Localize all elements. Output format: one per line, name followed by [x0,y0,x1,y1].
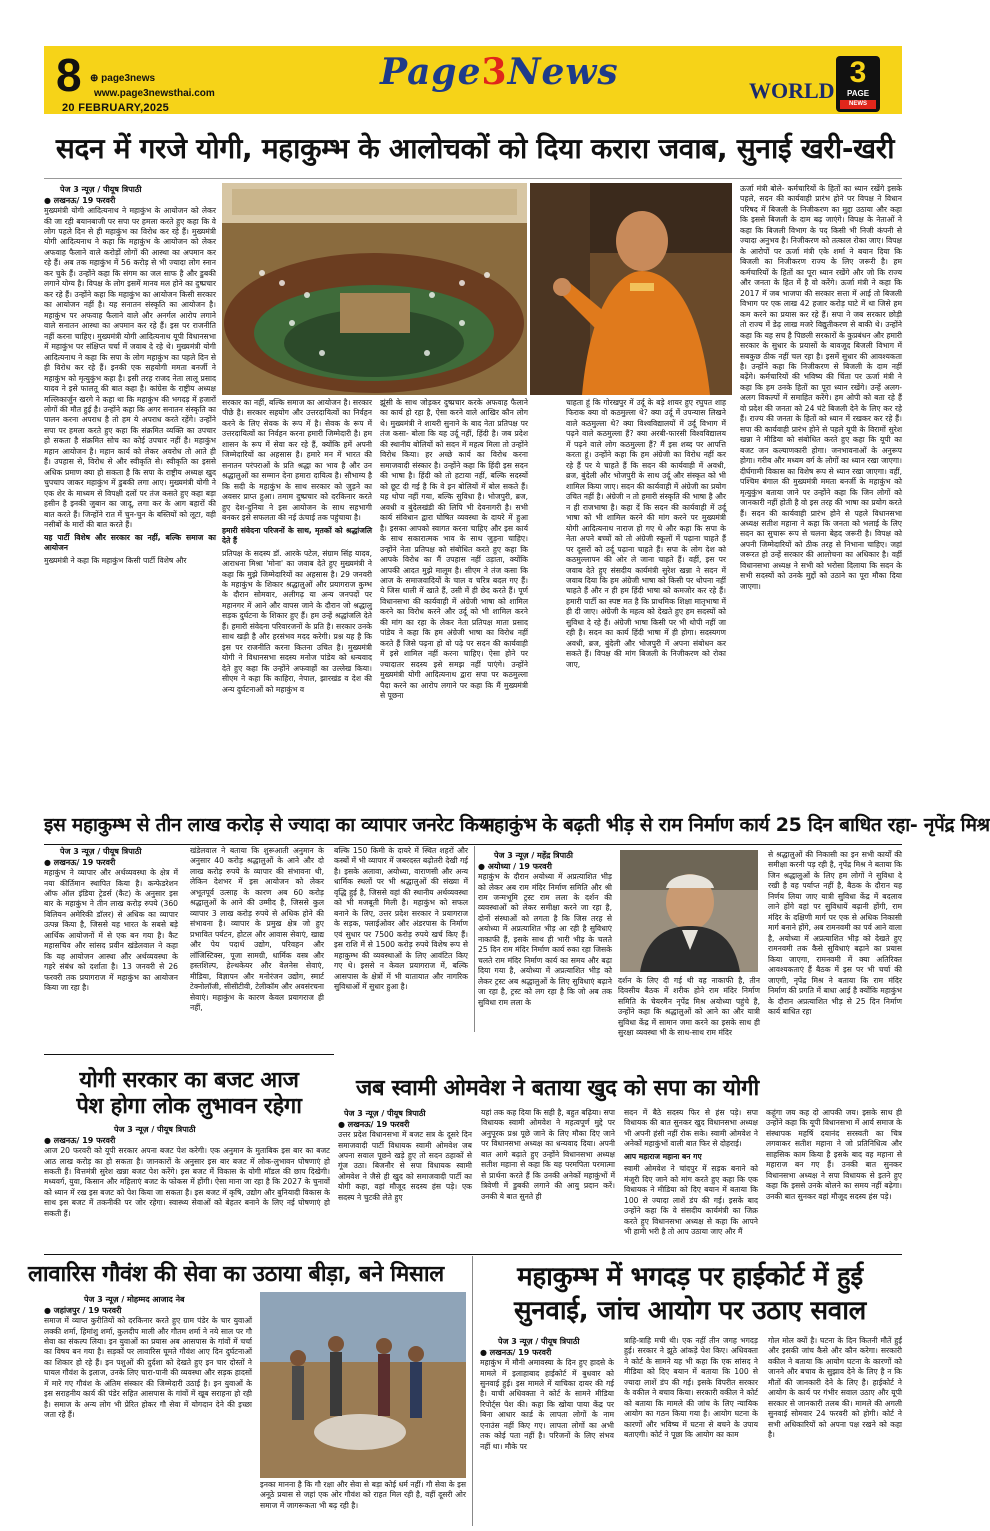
story6-dateline: ● जहांजपुर / 19 फरवरी [44,1306,122,1316]
story7-body-1: महाकुंभ में मौनी अमावस्या के दिन हुए हादसे के मामले में इलाहाबाद हाईकोर्ट में बुधवार को सुनवाई हुई। इस मामले में याचिका दायर की गई है। याची अधिवक्ता ने कोर्ट के सामने मीडिया रिपोर्ट्स पेश की। कहा कि खोया पाया केंद्र पर बिना आधार कार्ड के लापता लोगों के नाम एनाउंस नहीं किए गए। लापता लोगों का अभी तक कोई पता नहीं है। परिजनों के लिए संभव नहीं था। मौके पर [480,1358,614,1451]
story4-headline-2: पेश होगा लोक लुभावन रहेगा [76,1094,302,1119]
story2-headline: इस महाकुम्भ से तीन लाख करोड़ से ज्यादा का व्यापार जनरेट किया [44,814,495,836]
lead-subhead-2: हमारी संवेदना परिजनों के साथ, मृतकों को श्रद्धांजलि देते हैं [222,525,372,546]
story4-headline-1: योगी सरकार का बजट आज [79,1068,299,1093]
lead-body-1b: मुख्यमंत्री ने कहा कि महाकुंभ किसी पार्टी विशेष और [44,555,187,565]
story3-dateline: ● अयोध्या / 19 फरवरी [478,862,552,872]
story7-column-1 [480,1336,614,1524]
story7-column-2 [624,1336,758,1524]
site-url[interactable]: www.page3newsthai.com [94,88,215,99]
story3-body-2: से श्रद्धालुओं की निकासी का इन सभी कार्यों की समीक्षा करनी पड़ रही है, नृपेंद्र मिश्र ने बताया कि जिन श्रद्धालुओं के लिए हम लोगों ने सुविधा दे रखी है वह पर्याप्त नहीं है, बैठक के दौरान यह निर्णय लिया जाए यात्री सुविधा केंद्र में बदलाव लाने होंगे वहां पर सुविधायें बढ़ानी होंगी, राम मंदिर के दक्षिणी मार्ग पर एक से अधिक निकासी मार्ग बनाने होंगे, अब रामनवमी का पर्व आने वाला है, अयोध्या में अप्रत्याशित भीड़ को देखते हुए रामनवमी तक कैसे सुविधाएं बढ़ाने का प्रयास किया जाएगा, रामनवमी में क्या अतिरिक्त आवश्यकताएं हैं बैठक में इस पर भी चर्चा की जाएगी, नृपेंद्र मिश्र ने बताया कि राम मंदिर निर्माण की प्रगति में बाधा आई है क्योंकि महाकुंभ के दौरान अप्रत्याशित भीड़ से 25 दिन निर्माण कार्य बाधित रहा [768,850,902,1017]
story5-body-3: सदन में बैठे सदस्य फिर से हंस पड़े। सपा विधायक की बात सुनकर खुद विधानसभा अध्यक्ष भी अपनी हंसी नहीं रोक सके। स्वामी ओमवेश ने अनेकों महाकुंभों वाली बात फिर से दोहराई। [624,1108,758,1149]
brand-logo: 3 PAGE NEWS [836,56,880,112]
issue-date: 20 FEBRUARY,2025 [62,102,170,114]
story3-caption-text: दर्शन के लिए दी गई थी वह नाकाफी है, तीन दिवसीय बैठक में शरीक होने राम मंदिर निर्माण समिति के चेयरमैन नृपेंद्र मिश्र अयोध्या पहुंचे है, उन्होंने कहा कि श्रद्धालुओं को आने का और यात्री सुविधा केंद्र में सामान जमा करने का इसके साथ ही सुरक्षा व्यवस्था भी के साथ-साथ राम मंदिर [618,976,760,1038]
lead-body-1: मुख्यमंत्री योगी आदित्यनाथ ने महाकुंभ के आयोजन को लेकर की जा रही बयानबाजी पर सपा पर हमला करते हुए कहा कि वे लोग पहले दिन से ही महाकुंभ का विरोध कर रहे हैं। मुख्यमंत्री योगी आदित्यनाथ ने कहा कि महाकुंभ के आयोजन को लेकर अफवाह फैलाने वाले करोड़ों लोगों की आस्था का अपमान कर रहे हैं। अब तक महाकुंभ में 56 करोड़ से भी ज्यादा लोग स्नान कर चुके हैं। उन्होंने कहा कि संगम का जल साफ है और डुबकी लगाने योग्य है। विपक्ष के लोग इसमें मानव मल होने का दुष्प्रचार कर रहे हैं। उन्होंने कहा कि महाकुंभ का आयोजन किसी सरकार का आयोजन नहीं है। यह सनातन संस्कृति का आयोजन है। महाकुंभ पर अफवाह फैलाने वाले और अनर्गल आरोप लगाने वाले सनातन आस्था का अपमान कर रहे हैं। इस पर राजनीति नहीं करना चाहिए। मुख्यमंत्री योगी आदित्यनाथ यूपी विधानसभा में महाकुंभ पर संक्षिप्त चर्चा में जवाब दे रहे थे। मुख्यमंत्री योगी आदित्यनाथ ने कहा कि सपा के लोग महाकुंभ का पहले दिन से ही विरोध कर रहे हैं। इनकी एक सहयोगी ममता बनर्जी ने महाकुंभ को मृत्युकुंभ कहा है। इसी तरह राजद नेता लालू प्रसाद यादव ने इसे फालतू की बात कहा है। कांग्रेस के राष्ट्रीय अध्यक्ष मल्लिकार्जुन खरगे ने कहा था कि महाकुंभ की भगदड़ में हजारों लोगों की मौत हुई है। उन्होंने कहा कि अगर सनातन संस्कृति का पालन करना अपराध है तो हम ये अपराध करते रहेंगे। उन्होंने सपा पर हमला करते हुए कहा कि संक्रमित व्यक्ति का उपचार हो सकता है संक्रमित सोच का कोई उपचार नहीं है। महाकुंभ महान आयोजन है। महान कार्य को लेकर अवरोध तो आते ही हैं। उपहास से, विरोध से और स्वीकृति से। स्वीकृति का इससे अधिक प्रमाण क्या हो सकता है कि सपा के राष्ट्रीय अध्यक्ष खुद चुपचाप जाकर महाकुंभ में डुबकी लगा आए। मुख्यमंत्री योगी ने एक शेर के माध्यम से विपक्षी दलों पर तंज कसते हुए कहा बड़ा हसीन है इनकी जुबान का जादू, लगा कर के आग बहारों की बात करते हैं। जिन्होंने रात में चुन-चुन के बस्तियों को लूटा, वही नसीबों के मारों की बात करते हैं। [44,206,216,530]
story5-body-3b: स्वामी ओमवेश ने चांदपुर में सड़क बनाने को मंजूरी दिए जाने को मांग करते हुए कहा कि एक विधायक ने मीडिया को दिए बयान में बताया कि 100 से ज्यादा लाशें डंप की गई। इसके बाद उन्होंने कहा कि वे संसदीय कार्यमंत्री का जिक्र करते हुए विधानसभा अध्यक्ष से कहा कि आपने भी हामी भरी है तो आप उठाया जाए और मैं [624,1164,758,1237]
lead-column-2 [222,398,372,840]
story5-dateline: ● लखनऊ/ 19 फरवरी [338,1120,410,1130]
story5-body-4: कहूंगा जय कह दो आपकी जय। इसके साथ ही उन्होंने कहा कि यूपी विधानसभा में आर्य समाज के संस्थापक महर्षि दयानंद सरस्वती का चित्र लगवाकर सतीश महाना ने जो प्रतिनिधित्व और साहसिक काम किया है इसके बाद वह महाना से महाराज बन गए हैं। उनकी बात सुनकर विधानसभा अध्यक्ष ने सपा विधायक से इतने हुए कहा कि इससे उनके बोलने का समय नहीं बढ़ेगा। उनकी बात सुनकर वहां मौजूद सदस्य हंस पड़े। [766,1108,902,1201]
story2-body-1: महाकुंभ ने व्यापार और अर्थव्यवस्था के क्षेत्र में नया कीर्तिमान स्थापित किया है। कन्फेडरेशन ऑफ ऑल इंडिया ट्रेडर्स (कैट) के अनुसार इस बार के महाकुंभ ने तीन लाख करोड़ रुपये (360 बिलियन अमेरिकी डॉलर) से अधिक का व्यापार उत्पन्न किया है, जिससे यह भारत के सबसे बड़े आर्थिक आयोजनों में से एक बन गया है। कैट महासचिव और सांसद प्रवीन खंडेलवाल ने कहा कि यह आयोजन आस्था और अर्थव्यवस्था के गहरे संबंध को दर्शाता है। 13 जनवरी से 26 फरवरी तक प्रयागराज में महाकुंभ का आयोजन किया जा रहा है। [44,868,178,993]
story4-dateline: ● लखनऊ/ 19 फरवरी [44,1136,116,1146]
lead-body-4: चाहता हूं कि गोरखपुर में उर्दू के बड़े शायर हुए रघुपत शाह फिराक क्या वो कठमुल्ला थे? क्या उर्दू में उपन्यास लिखने वाले कठमुल्ला थे? क्या विश्वविद्यालयों में उर्दू विभाग में पढ़ने वाले कठमुल्ला हैं? क्या अरबी-फारसी विश्वविद्यालय में पढ़ने वाले लोग कठमुल्ला हैं? मैं इस शब्द पर आपत्ति करता हूं। उन्होंने कहा कि हम अंग्रेजी का विरोध नहीं कर रहे हैं पर ये चाहते हैं कि सदन की कार्यवाही में अवधी, ब्रज, बुंदेली और भोजपुरी के साथ उर्दू और संस्कृत को भी शामिल किया जाए। सदन की कार्यवाही में अंग्रेजी का प्रयोग उचित नहीं है। अंग्रेजी न तो हमारी संस्कृति की भाषा है और न ही राजभाषा है। कहा दें कि सदन की कार्यवाही में उर्दू भाषा को भी शामिल करने की मांग करने पर मुख्यमंत्री योगी आदित्यनाथ नाराज हो गए थे और कहा कि सपा के नेता अपने बच्चों को तो अंग्रेजी स्कूलों में पढ़ाना चाहते हैं पर दूसरों को उर्दू पढ़ाना चाहते हैं। सपा के लोग देश को कठमुल्लापन की ओर ले जाना चाहते हैं। वहीं, इस पर जवाब देते हुए संसदीय कार्यमंत्री सुरेश खन्ना ने सदन में जवाब दिया कि हम अंग्रेजी भाषा को किसी पर थोपना नहीं चाहते हैं और न ही हम हिंदी भाषा को कमजोर कर रहे हैं। हमारी पार्टी का स्पष्ट मत है कि प्राथमिक शिक्षा मातृभाषा में ही दी जाए। अंग्रेजी के महत्व को देखते हुए हम सदस्यों को सुविधा दे रहे हैं। अंग्रेजी भाषा किसी पर भी थोपी नहीं जा रही है। सदन का कार्य हिंदी भाषा में ही होगा। सदस्यगण अवधी, ब्रज, बुंदेली और भोजपुरी में अपना संबोधन कर सकते हैं। विपक्ष की मांग बिजली के निजीकरण को रोका जाए, [566,398,726,669]
story7-column-3 [768,1336,902,1524]
nripendra-mishra-photo [620,850,758,972]
story6-text: समाज में व्याप्त कुरीतियों को दरकिनार करते हुए ग्राम पंडेर के चार युवाओं लक्की शर्मा, हिमांशु शर्मा, कुलदीप माली और गौतम शर्मा ने नये साल पर गौ सेवा का संकल्प लिया। इन युवाओं का प्रयास अब आसपास के गांवों में चर्चा का विषय बन गया है। सड़कों पर लावारिस घूमते गौवंश आए दिन दुर्घटनाओं का शिकार हो रहे हैं। इन पशुओं की दुर्दशा को देखते हुए इन चार दोस्तों ने घायल गौवंश के इलाज, उनके लिए चारा-पानी की व्यवस्था और सड़क हादसों में मारे गए गौवंश के अंतिम संस्कार की जिम्मेदारी उठाई है। इन युवाओं के इस सराहनीय कार्य की पंडेर सहित आसपास के गांवों में खूब सराहना हो रही है। समाज के अन्य लोग भी प्रेरित होकर गौ सेवा में योगदान देने की इच्छा जता रहे हैं। [44,1316,252,1420]
story3-headline: महाकुंभ के बढ़ती भीड़ से राम निर्माण कार्य 25 दिन बाधित रहा- नृपेंद्र मिश्र [483,814,990,836]
assembly-photo [222,183,527,395]
cow-rescue-photo [260,1292,466,1478]
lead-column-4 [566,398,726,840]
story2-column-2 [190,846,324,1013]
lead-subhead-1: यह पार्टी विशेष और सरकार का नहीं, बल्कि समाज का आयोजन [44,532,216,553]
story3-byline: पेज 3 न्यूज़ / महेंद्र त्रिपाठी [494,851,573,860]
story2-body-2: खंडेलवाल ने बताया कि शुरूआती अनुमान के अनुसार 40 करोड़ श्रद्धालुओं के आने और दो लाख करोड़ रुपये के व्यापार की संभावना थी, लेकिन देशभर में इस आयोजन को लेकर अभूतपूर्व उत्साह के कारण अब 60 करोड़ श्रद्धालुओं के आने की उम्मीद है, जिससे कुल व्यापार 3 लाख करोड़ रुपये से अधिक होने की संभावना है। व्यापार के प्रमुख क्षेत्र जो हुए प्रभावित पर्यटन, होटल और आवास सेवाएं, खाद्य और पेय पदार्थ उद्योग, परिवहन और लॉजिस्टिक्स, पूजा सामग्री, धार्मिक वस्त्र और हस्तशिल्प, हेल्थकेयर और वेलनेस सेवाएं, मीडिया, विज्ञापन और मनोरंजन उद्योग, स्मार्ट टेक्नोलॉजी, सीसीटीवी, टेलीकॉम और अवसंरचना सेवाएं। महाकुंभ के कारण केवल प्रयागराज ही नहीं, [190,846,324,1013]
yogi-speech-photo [530,183,732,395]
lead-column-1 [44,184,216,840]
story2-byline: पेज 3 न्यूज़ / पीयूष त्रिपाठी [60,847,142,856]
story3-column-1 [478,850,612,1030]
story5-column-3 [624,1108,758,1237]
story5-headline: जब स्वामी ओमवेश ने बताया खुद को सपा का योगी [356,1076,759,1101]
lead-body-5: ऊर्जा मंत्री बोले- कर्मचारियों के हितों का ध्यान रखेंगे इसके पहले, सदन की कार्यवाही प्रारंभ होने पर विपक्ष ने विधान परिषद में बिजली के निजीकरण का मुद्दा उठाया और कहा कि इससे बिजली के दाम बढ़ जाएंगे। विपक्ष के नेताओं ने कहा कि बिजली विभाग के पद किसी भी निजी कंपनी से ज्यादा अनुभव है। निजीकरण को तत्काल रोका जाए। विपक्ष के आरोपों पर ऊर्जा मंत्री एके शर्मा ने बयान दिया कि बिजली का निजीकरण राज्य के लिए जरूरी है। हम कर्मचारियों के हितों का पूरा ध्यान रखेंगे और जो कि राज्य और जनता के हित में है वो करेंगे। ऊर्जा मंत्री ने कहा कि 2017 में जब भाजपा की सरकार सत्ता में आई तो बिजली विभाग पर एक लाख 42 हजार करोड़ घाटे में था जिसे हम कम करने का प्रयास कर रहे हैं। सपा ने जब सरकार छोड़ी तो राज्य में डेढ़ लाख मजरे विद्युतीकरण से बाकी थे। उन्होंने कहा कि यह सच है पिछली सरकारों के कुप्रबंधन और हमारी सरकार के सुधार के प्रयासों के बावजूद बिजली विभाग में सबकुछ ठीक नहीं चल रहा है। इसमें सुधार की आवश्यकता है। उन्होंने कहा कि निजीकरण से बिजली के दाम नहीं बढ़ेंगे। कर्मचारियों की भविष्य की चिंता पर ऊर्जा मंत्री ने कहा कि हम उनके हितों का पूरा ध्यान रखेंगे। उन्हें अलग-अलग विकल्पों में समाहित करेंगे। हम ओपी को बता रहे हैं वो प्रदेश की जनता को 24 घंटे बिजली देने के लिए कर रहे हैं। राज्य की जनता के हितों को ध्यान में रखकर कर रहे हैं। सपा की कार्यवाही प्रारंभ होने से पहले यूपी के विरामों सुरेश खन्ना ने मीडिया को संबोधित करते हुए कहा कि यूपी का बजट जन कल्याणकारी होगा। जनभावनाओं के अनुरूप होगा। गरीब और मध्यम वर्ग के लोगों का ध्यान रखा जाएगा। दीर्घगामी विकास का विशेष रूप से ध्यान रखा जाएगा। वहीं, पश्चिम बंगाल की मुख्यमंत्री ममता बनर्जी के महाकुंभ को मृत्युकुंभ बताया जाने पर उन्होंने कहा कि जिन लोगों को जानकारी नहीं होती है वो इस तरह की भाषा का प्रयोग करते हैं। सदन की कार्यवाही प्रारंभ होने से पहले विधानसभा अध्यक्ष सतीश महाना ने कहा कि जनता को भलाई के लिए सदन का सुचारू रूप से चलना बेहद जरूरी है। विपक्ष को अपनी जिम्मेदारियों को ठीक तरह से निभाना चाहिए। जहां जरूरत हो उन्हें सरकार की आलोचना का अधिकार है। वहीं विधानसभा अध्यक्ष ने सभी को भरोसा दिलाया कि सदन के सभी सदस्यों को उनके मुद्दों को उठाने का पूरा मौका दिया जाएगा। [740,184,902,591]
story7-body-2: त्राहि-त्राहि मची थी। एक नहीं तीन जगह भगदड़ हुई। सरकार ने झूठे आंकड़े पेश किए। अधिवक्ता ने कोर्ट के सामने यह भी कहा कि एक सांसद ने मीडिया को दिए बयान में बताया कि 100 से ज्यादा लाशें डंप की गई। इसके विपरीत सरकार के वकील ने बचाव किया। सरकारी वकील ने कोर्ट को बताया कि मामले की जांच के लिए न्यायिक आयोग का गठन किया गया है। आयोग घटना के कारणों और भविष्य में घटना से बचने के उपाय बताएगी। कोर्ट ने पूछा कि आयोग का काम [624,1336,758,1440]
story7-dateline: ● लखनऊ/ 19 फरवरी [480,1348,552,1358]
story5-byline: पेज 3 न्यूज़ / पीयूष त्रिपाठी [344,1109,426,1118]
story7-headline-2: सुनवाई, जांच आयोग पर उठाए सवाल [513,1296,867,1326]
story2-body-3: बल्कि 150 किमी के दायरे में स्थित शहरों और कस्बों में भी व्यापार में जबरदस्त बढ़ोतरी देखी गई है। इसके अलावा, अयोध्या, वाराणसी और अन्य धार्मिक स्थलों पर भी श्रद्धालुओं की संख्या में वृद्धि हुई है, जिससे वहां की स्थानीय अर्थव्यवस्था को भी मजबूती मिली है। महाकुंभ को सफल बनाने के लिए, उत्तर प्रदेश सरकार ने प्रयागराज के सड़क, फ्लाईओवर और अंडरपास के निर्माण एवं सुधार पर 7500 करोड़ रुपये खर्च किए हैं। इस राशि में से 1500 करोड़ रुपये विशेष रूप से महाकुम्भ की व्यवस्थाओं के लिए आवंटित किए गए थे। इससे न केवल प्रयागराज में, बल्कि आसपास के क्षेत्रों में भी यातायात और नागरिक सुविधाओं में सुधार हुआ है। [334,846,468,992]
story2-column-1 [44,846,178,1004]
story6-body [44,1294,252,1522]
story5-body-1: उत्तर प्रदेश विधानसभा में बजट सत्र के दूसरे दिन समाजवादी पार्टी विधायक स्वामी ओमवेश जब अपना सवाल पूछने खड़े हुए तो सदन ठहाकों से गूंज उठा। बिजनौर से सपा विधायक स्वामी ओमवेश ने जैसे ही खुद को समाजवादी पार्टी का योगी कहा, वहां मौजूद सदस्य हंस पड़े। एक सदस्य ने चुटकी लेते हुए [338,1130,472,1202]
story4-byline: पेज 3 न्यूज़ / पीयूष त्रिपाठी [114,1125,196,1134]
story6-byline: पेज 3 न्यूज़ / मोहम्मद आजाद नेब [84,1295,185,1304]
lead-dateline: ● लखनऊ/ 19 फरवरी [44,196,116,206]
story2-dateline: ● लखनऊ/ 19 फरवरी [44,858,116,868]
story5-body-2: यहां तक कह दिया कि सही है, बहुत बढ़िया। सपा विधायक स्वामी ओमवेश ने महत्वपूर्ण मुद्दे पर अनुपूरक प्रश्न पूछे जाने के लिए मौका दिए जाने पर विधानसभा अध्यक्ष का धन्यवाद दिया। अपनी बात आगे बढ़ाते हुए उन्होंने विधानसभा अध्यक्ष सतीश महाना से कहा कि यह परमपिता परमात्मा से प्रार्थना करते हैं कि उनकी अनेकों महाकुंभों में त्रिवेणी में डुबकी लगाने की आयु प्रदान करें। उनकी ये बात सुनते ही [481,1108,615,1201]
story5-column-4 [766,1108,902,1206]
lead-column-3 [380,398,528,840]
lead-byline: पेज 3 न्यूज़ / पीयूष त्रिपाठी [60,185,142,194]
story4-text: आज 20 फरवरी को यूपी सरकार अपना बजट पेश करेगी। एक अनुमान के मुताबिक इस बार का बजट आठ लाख करोड़ का हो सकता है। जानकारों के अनुसार इस बार बजट में लोक-लुभावन घोषणाएं हो सकती हैं। वित्तमंत्री सुरेश खन्ना बजट पेश करेंगे। इस बजट में विकास के योगी मॉडल की छाप दिखेगी। मध्यवर्ग, युवा, किसान और महिलाएं बजट के फोकस में होंगी। ऐसा माना जा रहा है कि 2027 के चुनावों को ध्यान में रख इस बजट को पेश किया जा सकता है। इस बजट में कृषि, उद्योग और बुनियादी विकास के साथ इस बजट में तकनीकी पर जोर रहेगा। स्वास्थ्य सेवाओं को बेहतर बनाने के लिए नई घोषणाएं हो सकती हैं। [44,1146,330,1218]
story3-caption [618,976,760,1038]
story7-byline: पेज 3 न्यूज़ / पीयूष त्रिपाठी [498,1337,580,1346]
story5-column-2 [481,1108,615,1206]
site-handle: ⊕ page3news [90,73,156,84]
brand-logo-text: Page3News [380,51,619,93]
story3-body-1: महाकुंभ के दौरान अयोध्या में अप्रत्याशित भीड़ को लेकर अब राम मंदिर निर्माण समिति और श्री राम जन्मभूमि ट्रस्ट राम लला के दर्शन की व्यवस्थाओं को लेकर समीक्षा करने जा रहा है, दोनों संस्थाओं को लगता है कि जिस तरह से अयोध्या में अप्रत्याशित भीड़ आ रही है सुविधाएं नाकाफी हैं, इसके साथ ही भारी भीड़ के चलते 25 दिन राम मंदिर निर्माण कार्य रुका रहा जिसके चलते राम मंदिर निर्माण कार्य का समय और बढ़ा दिया गया है, अयोध्या में अप्रत्याशित भीड़ को लेकर ट्रस्ट अब श्रद्धालुओं के लिए सुविधाएं बढ़ाने जा रहा है, ट्रस्ट को लग रहा है कि जो अब तक सुविधा राम लला के [478,872,612,1007]
story5-subhead: आप महाराज महाना बन गए [624,1151,702,1161]
story6-caption-text: इनका मानना है कि गौ रक्षा और सेवा से बड़ा कोई धर्म नहीं। गौ सेवा के इस अनूठे प्रयास से जहां एक ओर गौवंश को राहत मिल रही है, वहीं दूसरी ओर समाज में जागरूकता भी बढ़ रही है। [260,1480,466,1510]
story2-column-3 [334,846,468,1004]
story7-headline-1: महाकुम्भ में भगदड़ पर हाईकोर्ट में हुई [517,1262,863,1292]
lead-body-2: सरकार का नहीं, बल्कि समाज का आयोजन है। सरकार पीछे है। सरकार सहयोग और उत्तरदायित्वों का निर्वहन करने के लिए सेवक के रूप में है। सेवक के रूप में उत्तरदायित्वों का निर्वहन करना हमारी जिम्मेदारी है। हम शासन के रूप में सेवा कर रहे हैं, क्योंकि हमें अपनी जिम्मेदारियों का अहसास है। हमारे मन में भारत की सनातन परंपराओं के प्रति श्रद्धा का भाव है और उन श्रद्धालुओं का सम्मान देना हमारा दायित्व है। सौभाग्य है कि सदी के महाकुंभ के साथ सरकार को जुड़ने का अवसर प्राप्त हुआ। तमाम दुष्प्रचार को दरकिनार करते हुए देश-दुनिया ने इस आयोजन के साथ सहभागी बनकर इसे सफलता की नई ऊंचाई तक पहुंचाया है। [222,398,372,523]
lead-headline: सदन में गरजे योगी, महाकुम्भ के आलोचकों को दिया करारा जवाब, सुनाई खरी-खरी [55,132,895,165]
story6-headline: लावारिस गौवंश की सेवा का उठाया बीड़ा, बने मिसाल [28,1262,444,1287]
page-number: 8 [56,49,82,101]
story7-body-3: गोल मोल क्यों है। घटना के दिन कितनी मौतें हुईं और इसकी जांच कैसे और कौन करेगा। सरकारी वकील ने बताया कि आयोग घटना के कारणों को जानने और बचाव के सुझाव देने के लिए है न कि मौतों की जानकारी देने के लिए है। हाईकोर्ट ने आयोग के कार्य पर गंभीर सवाल उठाए और यूपी सरकार से जानकारी तलब की। मामले की अगली सुनवाई सोमवार 24 फरवरी को होगी। कोर्ट ने सभी अधिकारियों को अपना पक्ष रखने को कहा है। [768,1336,902,1440]
lead-body-3: झूंसी के साथ जोड़कर दुष्प्रचार करके अफवाह फैलाने का कार्य हो रहा है, ऐसा करने वाले आखिर कौन लोग थे। मुख्यमंत्री ने शायरी सुनाने के बाद नेता प्रतिपक्ष पर तंज कसा- बोला कि यह उर्दू नहीं, हिंदी है। जब प्रदेश की स्थानीय बोलियों को सदन में महत्व मिला तो उन्होंने विरोध किया। हर अच्छे कार्य का विरोध करना समाजवादी संस्कार है। उन्होंने कहा कि हिंदी इस सदन की भाषा है। हिंदी को तो हटाया नहीं, बल्कि सदस्यों को छूट दी गई है कि वे इन बोलियों में बोल सकते हैं। यह थोपा नहीं गया, बल्कि सुविधा है। भोजपुरी, ब्रज, अवधी व बुंदेलखंडी की लिपि भी देवनागरी है। सभी कार्य संविधान द्वारा घोषित व्यवस्था के दायरे में हुआ है। इसका आपको स्वागत करना चाहिए और इस कार्य के साथ सकारात्मक भाव के साथ जुड़ना चाहिए। उन्होंने नेता प्रतिपक्ष को संबोधित करते हुए कहा कि आपके विरोध का मैं उपहास नहीं उड़ाता, क्योंकि आपकी आदत मुझे मालूम है। सीएम ने तंज कसा कि आज के समाजवादियों के चाल व चरित्र बदल गए हैं। ये जिस थाली में खाते हैं, उसी में ही छेद करते हैं। पूर्ण विधानसभा की कार्यवाही में अंग्रेजी भाषा को शामिल करने का विरोध करने और उर्दू को भी शामिल करने की मांग का रहा के लेकर नेता प्रतिपक्ष माता प्रसाद पांडेय ने कहा कि हम अंग्रेजी भाषा का विरोध नहीं करते हैं जिसे पढ़ना हो वो पढ़े पर सदन की कार्यवाही में इसे शामिल नहीं करना चाहिए। ऐसा होने पर ज्यादातर सदस्य इसे समझ नहीं पाएंगे। उन्होंने मुख्यमंत्री योगी आदित्यनाथ द्वारा सपा पर कठमुल्ला पैदा करने का आरोप लगाने पर कहा कि मैं मुख्यमंत्री से पूछना [380,398,528,701]
lead-column-5 [740,184,902,840]
section-label: WORLD [749,78,835,103]
story4-body [44,1124,330,1218]
lead-body-2b: प्रतिपक्ष के सदस्य डॉ. आरके पटेल, संग्राम सिंह यादव, आराधना मिश्रा 'मोना' का जवाब देते हुए मुख्यमंत्री ने कहा कि मुझे जिम्मेदारियों का अहसास है। 29 जनवरी के महाकुंभ के शिकार श्रद्धालुओं और प्रयागराज कुम्भ के दौरान सोमवार, अलीगढ़ या अन्य जनपदों पर महानगर में आने और वापस जाने के दौरान जो श्रद्धालु सड़क दुर्घटना के शिकार हुए हैं। हम उन्हें श्रद्धांजलि देते हैं। हमारी संवेदना परिवारजनों के प्रति है। सरकार उनके साथ खड़ी है और हरसंभव मदद करेगी। प्रश्न यह है कि इस पर राजनीति करना कितना उचित है। मुख्यमंत्री योगी ने विधानसभा सदस्य मनोज पांडेय को धन्यवाद देते हुए कहा कि उन्होंने अफवाहों का उल्लेख किया। सीएम ने कहा कि काहिरा, नेपाल, झारखंड व देश की अन्य दुर्घटनाओं को महाकुंभ व [222,548,372,694]
story3-column-2 [768,850,902,1030]
story6-caption [260,1480,466,1524]
story5-column-1 [338,1108,472,1206]
